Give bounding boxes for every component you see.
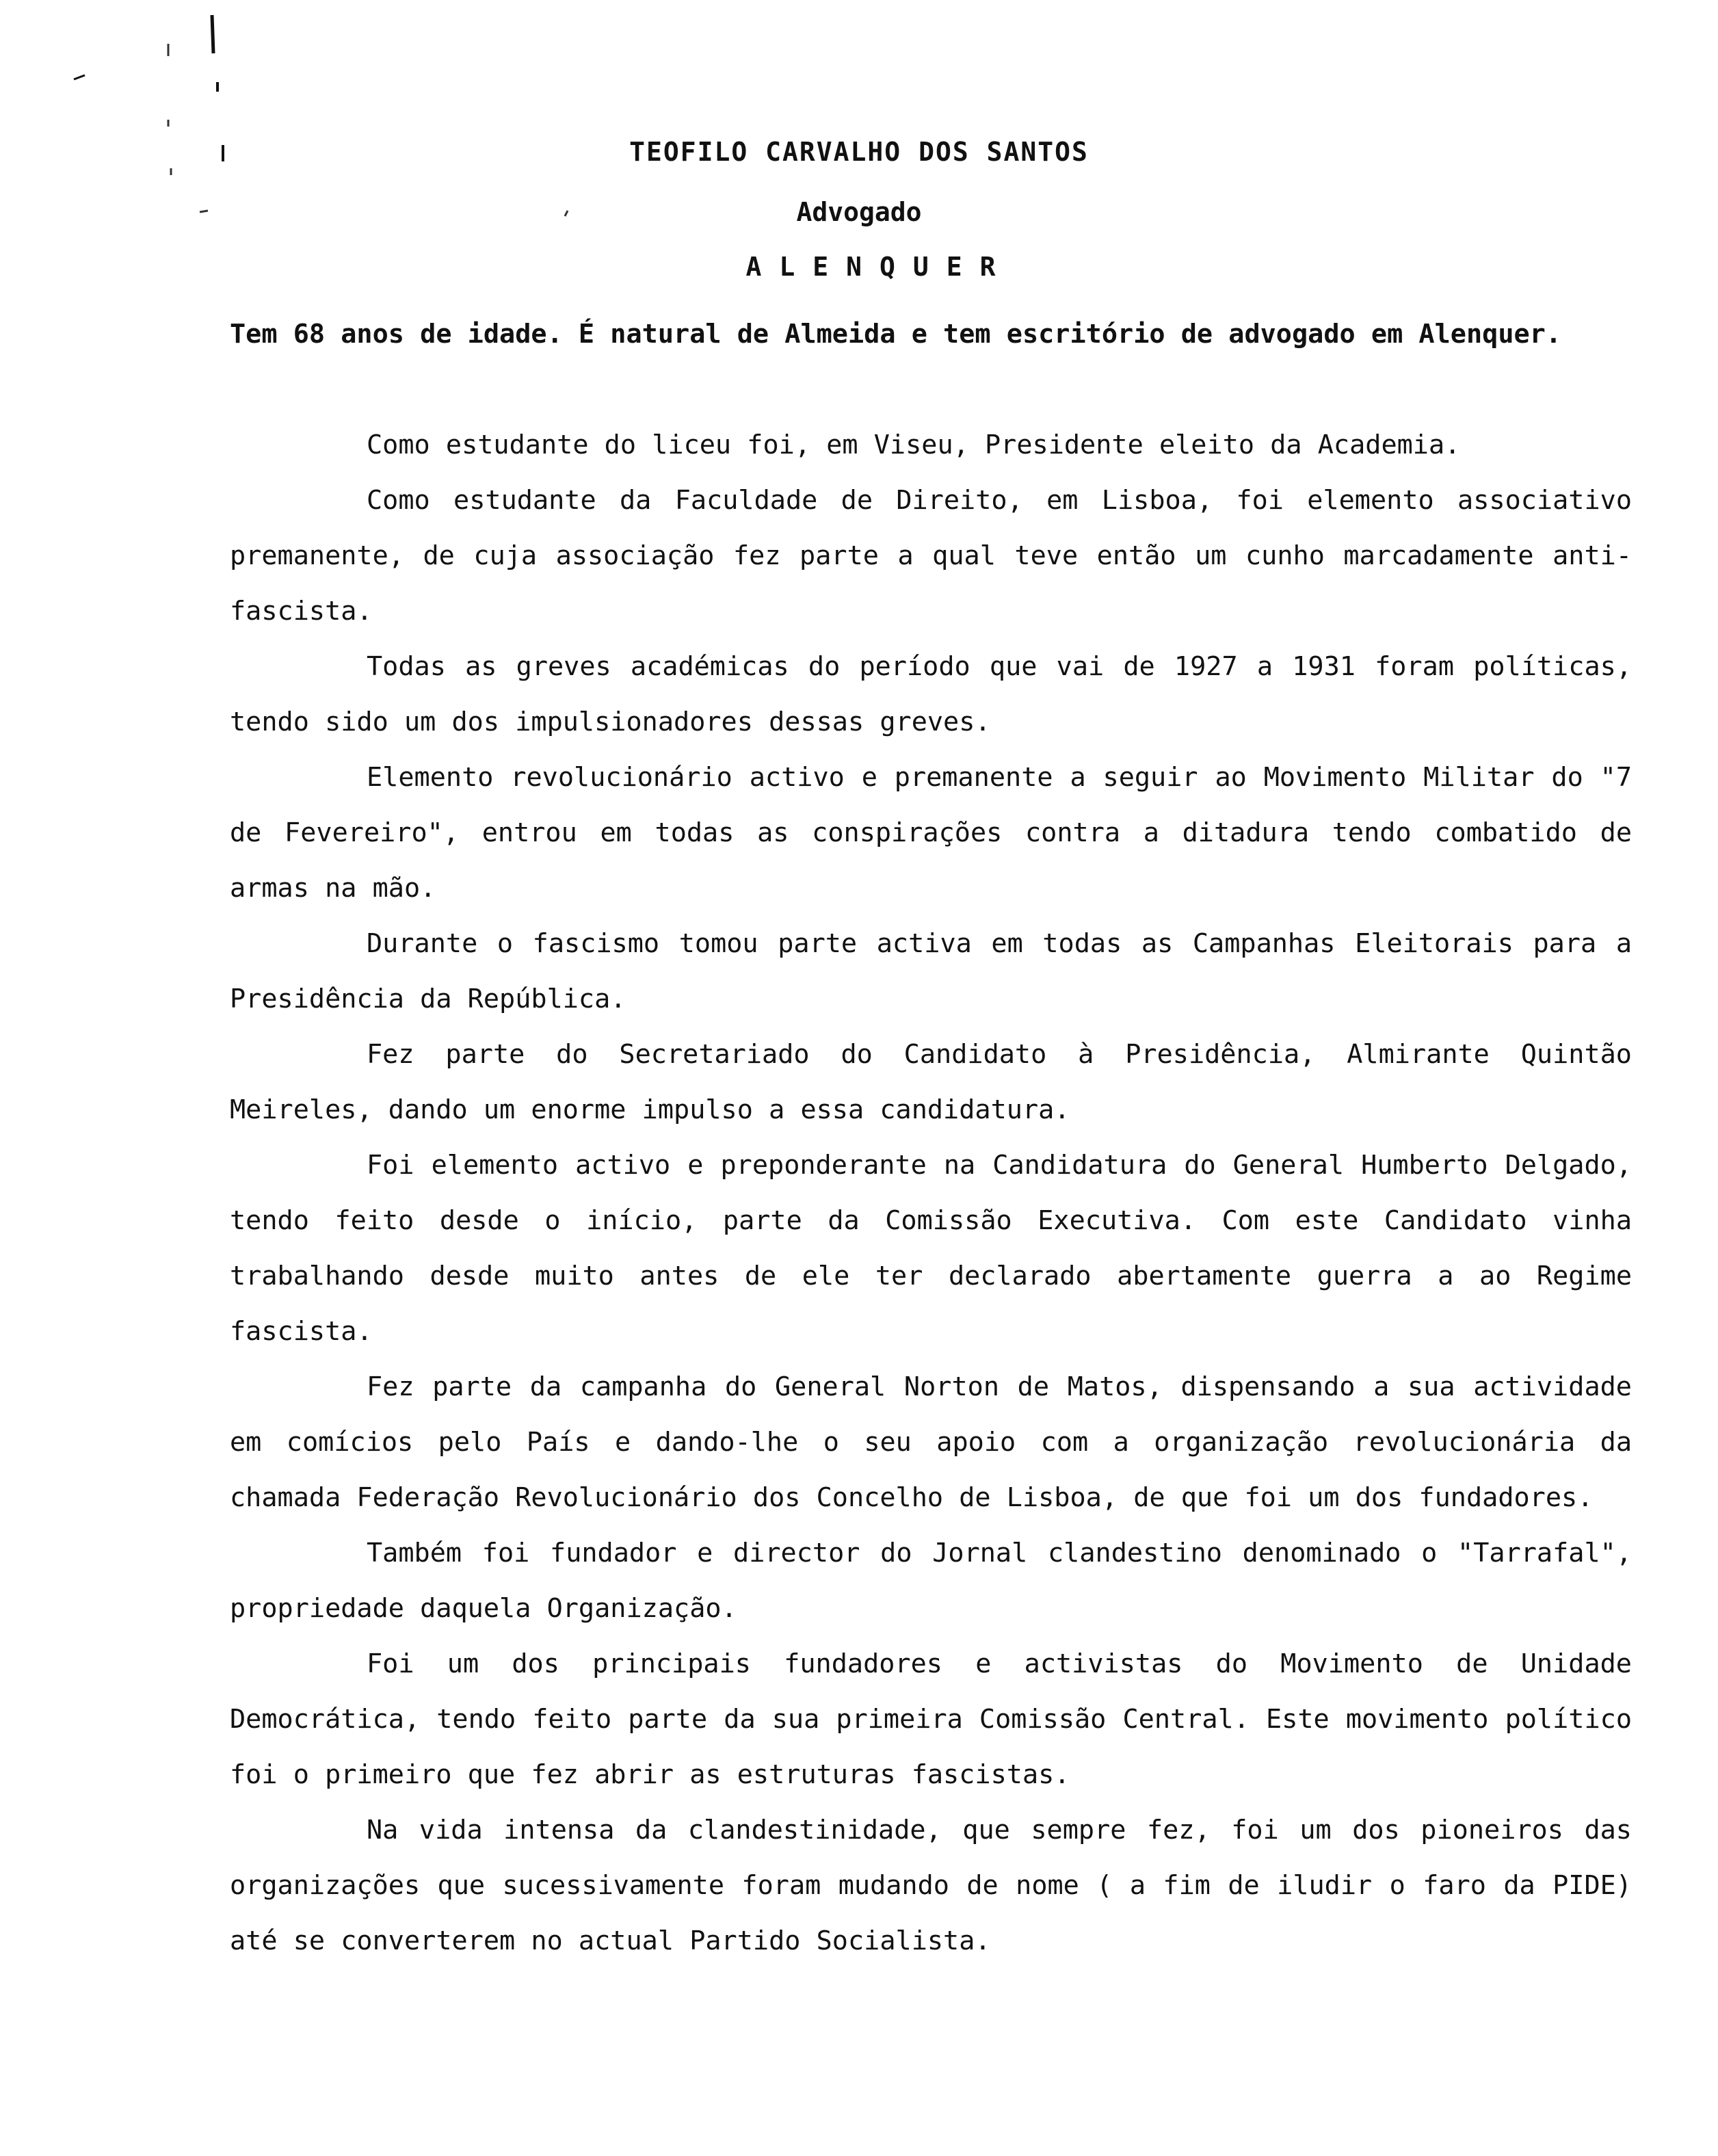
paragraph: Foi elemento activo e preponderante na Candidatura do General Humberto Delgado, tendo feito desde o início, parte da Comissão Executiva. Com este Candidato vinha trabalhando desde muito antes de ele ter declarado abertamente guerra a ao Regime fascista. [230, 1150, 1632, 1347]
paragraph: Como estudante da Faculdade de Direito, em Lisboa, foi elemento associativo premanente, de cuja associação fez parte a qual teve então um cunho marcadamente anti-fascista. [230, 485, 1632, 627]
lawyer-name: TEOFILO CARVALHO DOS SANTOS [629, 137, 1089, 167]
place: ALENQUER [745, 252, 1014, 282]
paragraph: Fez parte da campanha do General Norton de Matos, dispensando a sua actividade em comícios pelo País e dando-lhe o seu apoio com a organização revolucionária da chamada Federação Revolucionário dos Concelho de Lisboa, de que foi um dos fundadores. [230, 1371, 1632, 1513]
paragraph: Como estudante do liceu foi, em Viseu, Presidente eleito da Academia. [367, 430, 1461, 460]
paragraph: Foi um dos principais fundadores e activistas do Movimento de Unidade Democrática, tendo feito parte da sua primeira Comissão Central. Este movimento político foi o primeiro que fez abrir as estruturas fascistas. [230, 1648, 1632, 1790]
profession: Advogado [796, 197, 922, 227]
paragraph: Também foi fundador e director do Jornal clandestino denominado o "Tarrafal", propriedade daquela Organização. [230, 1538, 1632, 1624]
paragraph: Na vida intensa da clandestinidade, que sempre fez, foi um dos pioneiros das organizações que sucessivamente foram mudando de nome ( a fim de iludir o faro da PIDE) até se converterem no actual Partido Socialista. [230, 1815, 1632, 1956]
paragraph: Todas as greves académicas do período que vai de 1927 a 1931 foram políticas, tendo sido um dos impulsionadores dessas greves. [230, 651, 1632, 737]
document-body [230, 306, 1632, 1969]
paragraph: Durante o fascismo tomou parte activa em todas as Campanhas Eleitorais para a Presidência da República. [230, 928, 1632, 1014]
paragraph: Elemento revolucionário activo e premanente a seguir ao Movimento Militar do "7 de Fevereiro", entrou em todas as conspirações contra a ditadura tendo combatido de armas na mão. [230, 762, 1632, 904]
margin-mark [74, 75, 85, 79]
margin-mark [212, 15, 213, 53]
paragraph: Fez parte do Secretariado do Candidato à Presidência, Almirante Quintão Meireles, dando um enorme impulso a essa candidatura. [230, 1039, 1632, 1125]
intro-paragraph: Tem 68 anos de idade. É natural de Almeida e tem escritório de advogado em Alenquer. [230, 319, 1562, 350]
